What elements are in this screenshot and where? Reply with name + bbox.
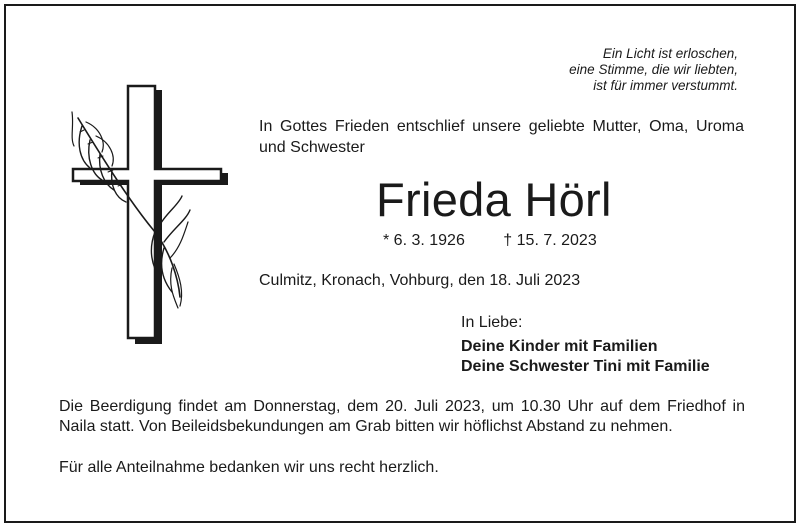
quote-line: eine Stimme, die wir liebten, — [569, 62, 738, 77]
thanks-text: Für alle Anteilnahme bedanken wir uns recht herzlich. — [59, 459, 439, 476]
life-dates — [383, 231, 597, 251]
quote-line: Ein Licht ist erloschen, — [602, 46, 738, 61]
memorial-quote — [520, 46, 738, 94]
mourners-block — [461, 313, 710, 377]
mourner-line: Deine Schwester Tini mit Familie — [461, 358, 710, 375]
deceased-name: Frieda Hörl — [376, 173, 612, 226]
funeral-info: Die Beerdigung findet am Donnerstag, dem 20. Juli 2023, um 10.30 Uhr auf dem Friedhof in Naila statt. Von Beileidsbekundungen am Grab bitten wir höflichst Abstand zu nehmen. — [59, 398, 745, 435]
quote-line: ist für immer verstummt. — [593, 78, 738, 93]
mourner-line: Deine Kinder mit Familien — [461, 338, 658, 355]
intro-text: In Gottes Frieden entschlief unsere geliebte Mutter, Oma, Uroma und Schwester — [259, 118, 744, 156]
birth-date: * 6. 3. 1926 — [383, 232, 465, 249]
place-and-date: Culmitz, Kronach, Vohburg, den 18. Juli 2023 — [259, 272, 581, 289]
mourners-label: In Liebe: — [461, 314, 523, 331]
death-date: † 15. 7. 2023 — [503, 232, 597, 249]
cross-with-palm-icon — [60, 82, 250, 362]
